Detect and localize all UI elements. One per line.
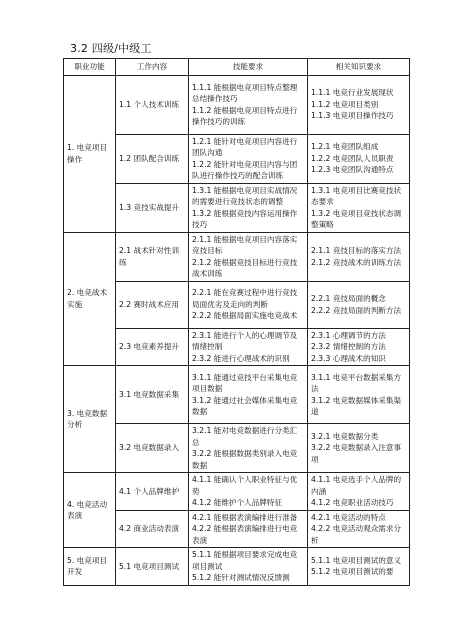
skill-item: 1.3.2 能根据竞技内容运用操作技巧 — [192, 208, 298, 229]
work-content-cell: 2.3 电竞素养提升 — [116, 328, 189, 366]
knowledge-item: 1.2.1 电竞团队组成 — [311, 142, 379, 152]
knowledge-cell — [308, 134, 410, 183]
function-cell: 2. 电竞战术实施 — [64, 232, 116, 366]
skill-item: 1.2.2 能针对电竞项目内容与团队进行操作技巧的配合训练 — [192, 159, 298, 180]
table-header-row — [64, 59, 410, 76]
knowledge-item: 4.2.2 电竞活动观众需求分析 — [311, 524, 402, 545]
knowledge-item: 3.1.2 电竞数据媒体采集渠道 — [311, 395, 402, 416]
table-row — [64, 366, 410, 424]
skill-item: 4.2.2 能根据表演编排进行电竞表演 — [192, 524, 298, 545]
skill-item: 2.1.1 能根据电竞项目内容落实竞技目标 — [192, 234, 298, 255]
skill-item: 4.2.1 能根据表演编排进行准备 — [192, 512, 298, 522]
function-cell: 4. 电竞活动表演 — [64, 473, 116, 548]
table-body — [64, 75, 410, 585]
skill-cell — [189, 548, 308, 586]
work-content-cell: 4.2 商业活动表演 — [116, 510, 189, 548]
skill-cell — [189, 424, 308, 473]
skill-item: 2.2.2 能根据局面实施电竞战术 — [192, 311, 298, 321]
work-content-cell: 1.2 团队配合训练 — [116, 134, 189, 183]
knowledge-item: 3.1.1 电竞平台数据采集方法 — [311, 372, 402, 393]
function-cell: 1. 电竞项目操作 — [64, 75, 116, 232]
work-content-cell: 5.1 电竞项目测试 — [116, 548, 189, 586]
knowledge-item: 2.3.2 情绪控制的方法 — [311, 342, 386, 351]
function-cell: 3. 电竞数据分析 — [64, 366, 116, 473]
knowledge-cell — [308, 328, 410, 366]
work-content-cell: 4.1 个人品牌维护 — [116, 473, 189, 511]
skill-cell — [189, 75, 308, 134]
knowledge-item: 1.1.1 电竞行业发展现状 — [311, 88, 394, 98]
knowledge-cell — [308, 424, 410, 473]
knowledge-cell — [308, 281, 410, 328]
knowledge-item: 2.3.1 心理调节的方法 — [311, 330, 386, 340]
table-row — [64, 548, 410, 586]
work-content-cell: 3.2 电竞数据录入 — [116, 424, 189, 473]
work-content-cell: 1.3 竞技实战提升 — [116, 183, 189, 232]
skill-item: 2.3.2 能进行心理战术的识别 — [192, 353, 290, 363]
skill-item: 2.1.2 能根据竞技目标进行竞技战术训练 — [192, 257, 298, 278]
knowledge-item: 1.1.2 电竞项目类别 — [311, 99, 379, 109]
work-content-cell: 2.1 战术针对性训练 — [116, 232, 189, 281]
knowledge-item: 2.2.2 竞技局面的判断方法 — [311, 305, 402, 315]
knowledge-item: 4.1.1 电竞选手个人品牌的内涵 — [311, 475, 402, 496]
skill-item: 1.3.1 能根据电竞项目实战情况的需要进行竞技状态的调整 — [192, 185, 298, 206]
knowledge-cell — [308, 473, 410, 511]
table-row — [64, 183, 410, 232]
skill-item: 1.1.2 能根据电竞项目特点进行操作技巧的训练 — [192, 105, 298, 126]
knowledge-cell — [308, 183, 410, 232]
skill-item: 4.1.2 能维护个人品牌特征 — [192, 498, 283, 507]
knowledge-item: 2.1.2 竞技战术的训练方法 — [311, 257, 402, 267]
knowledge-item: 5.1.1 电竞项目测试的意义 — [311, 555, 402, 565]
skill-item: 2.2.1 能在竞赛过程中进行竞技局面优劣及走向的判断 — [192, 288, 298, 309]
knowledge-cell — [308, 366, 410, 424]
skill-item: 3.2.2 能根据数据类别录入电竞数据 — [192, 449, 298, 470]
skill-item: 3.1.1 能通过竞技平台采集电竞项目数据 — [192, 372, 298, 393]
table-row — [64, 232, 410, 281]
header-content: 工作内容 — [116, 59, 189, 76]
table-row — [64, 281, 410, 328]
skill-item: 1.2.1 能针对电竞项目内容进行团队沟通 — [192, 136, 298, 157]
skill-item: 5.1.2 能针对测试情况反馈测 — [192, 573, 290, 582]
table-row — [64, 328, 410, 366]
knowledge-cell — [308, 548, 410, 586]
knowledge-item: 2.1.1 竞技目标的落实方法 — [311, 246, 402, 255]
knowledge-item: 2.2.1 竞技局面的概念 — [311, 294, 386, 303]
knowledge-item: 4.1.2 电竞职业活动技巧 — [311, 498, 394, 507]
header-knowledge: 相关知识要求 — [308, 59, 410, 76]
knowledge-item: 3.2.1 电竞数据分类 — [311, 431, 379, 441]
table-row — [64, 134, 410, 183]
work-content-cell: 1.1 个人技术训练 — [116, 75, 189, 134]
table-row — [64, 510, 410, 548]
knowledge-item: 1.2.2 电竞团队人员职责 — [311, 153, 394, 163]
skill-item: 5.1.1 能根据项目要求完成电竞项目测试 — [192, 550, 298, 571]
knowledge-cell — [308, 510, 410, 548]
skill-cell — [189, 232, 308, 281]
work-content-cell: 3.1 电竞数据采集 — [116, 366, 189, 424]
knowledge-cell — [308, 232, 410, 281]
table-row — [64, 424, 410, 473]
knowledge-item: 5.1.2 电竞项目测试的要 — [311, 567, 394, 577]
table-row — [64, 75, 410, 134]
function-cell: 5. 电竞项目开发 — [64, 548, 116, 586]
table-row — [64, 473, 410, 511]
knowledge-item: 1.1.3 电竞项目操作技巧 — [311, 111, 394, 121]
skill-item: 3.1.2 能通过社会媒体采集电竞数据 — [192, 395, 298, 416]
skill-cell — [189, 183, 308, 232]
knowledge-item: 1.2.3 电竞团队沟通特点 — [311, 165, 394, 175]
section-title: 3.2 四级/中级工 — [70, 42, 152, 55]
knowledge-cell — [308, 75, 410, 134]
skill-item: 4.1.1 能确认个人职业特征与优势 — [192, 475, 298, 496]
skill-cell — [189, 366, 308, 424]
header-skill: 技能要求 — [189, 59, 308, 76]
skill-item: 3.2.1 能对电竞数据进行分类汇总 — [192, 426, 298, 447]
skill-cell — [189, 134, 308, 183]
knowledge-item: 2.3.3 心理战术的知识 — [311, 353, 386, 363]
header-func: 职业功能 — [64, 59, 116, 76]
knowledge-item: 1.3.1 电竞项目比赛竞技状态要求 — [311, 185, 402, 206]
knowledge-item: 1.3.2 电竞项目竞技状态调整策略 — [311, 208, 402, 229]
skill-item: 1.1.1 能根据电竞项目特点整理总结操作技巧 — [192, 82, 298, 103]
skill-cell — [189, 510, 308, 548]
skill-cell — [189, 473, 308, 511]
skill-item: 2.3.1 能进行个人的心理调节及情绪控制 — [192, 330, 298, 351]
skill-cell — [189, 281, 308, 328]
work-content-cell: 2.2 赛时战术应用 — [116, 281, 189, 328]
skill-requirements-table — [63, 58, 410, 586]
skill-cell — [189, 328, 308, 366]
knowledge-item: 4.2.1 电竞活动的特点 — [311, 512, 386, 522]
knowledge-item: 3.2.2 电竞数据录入注意事项 — [311, 443, 402, 464]
